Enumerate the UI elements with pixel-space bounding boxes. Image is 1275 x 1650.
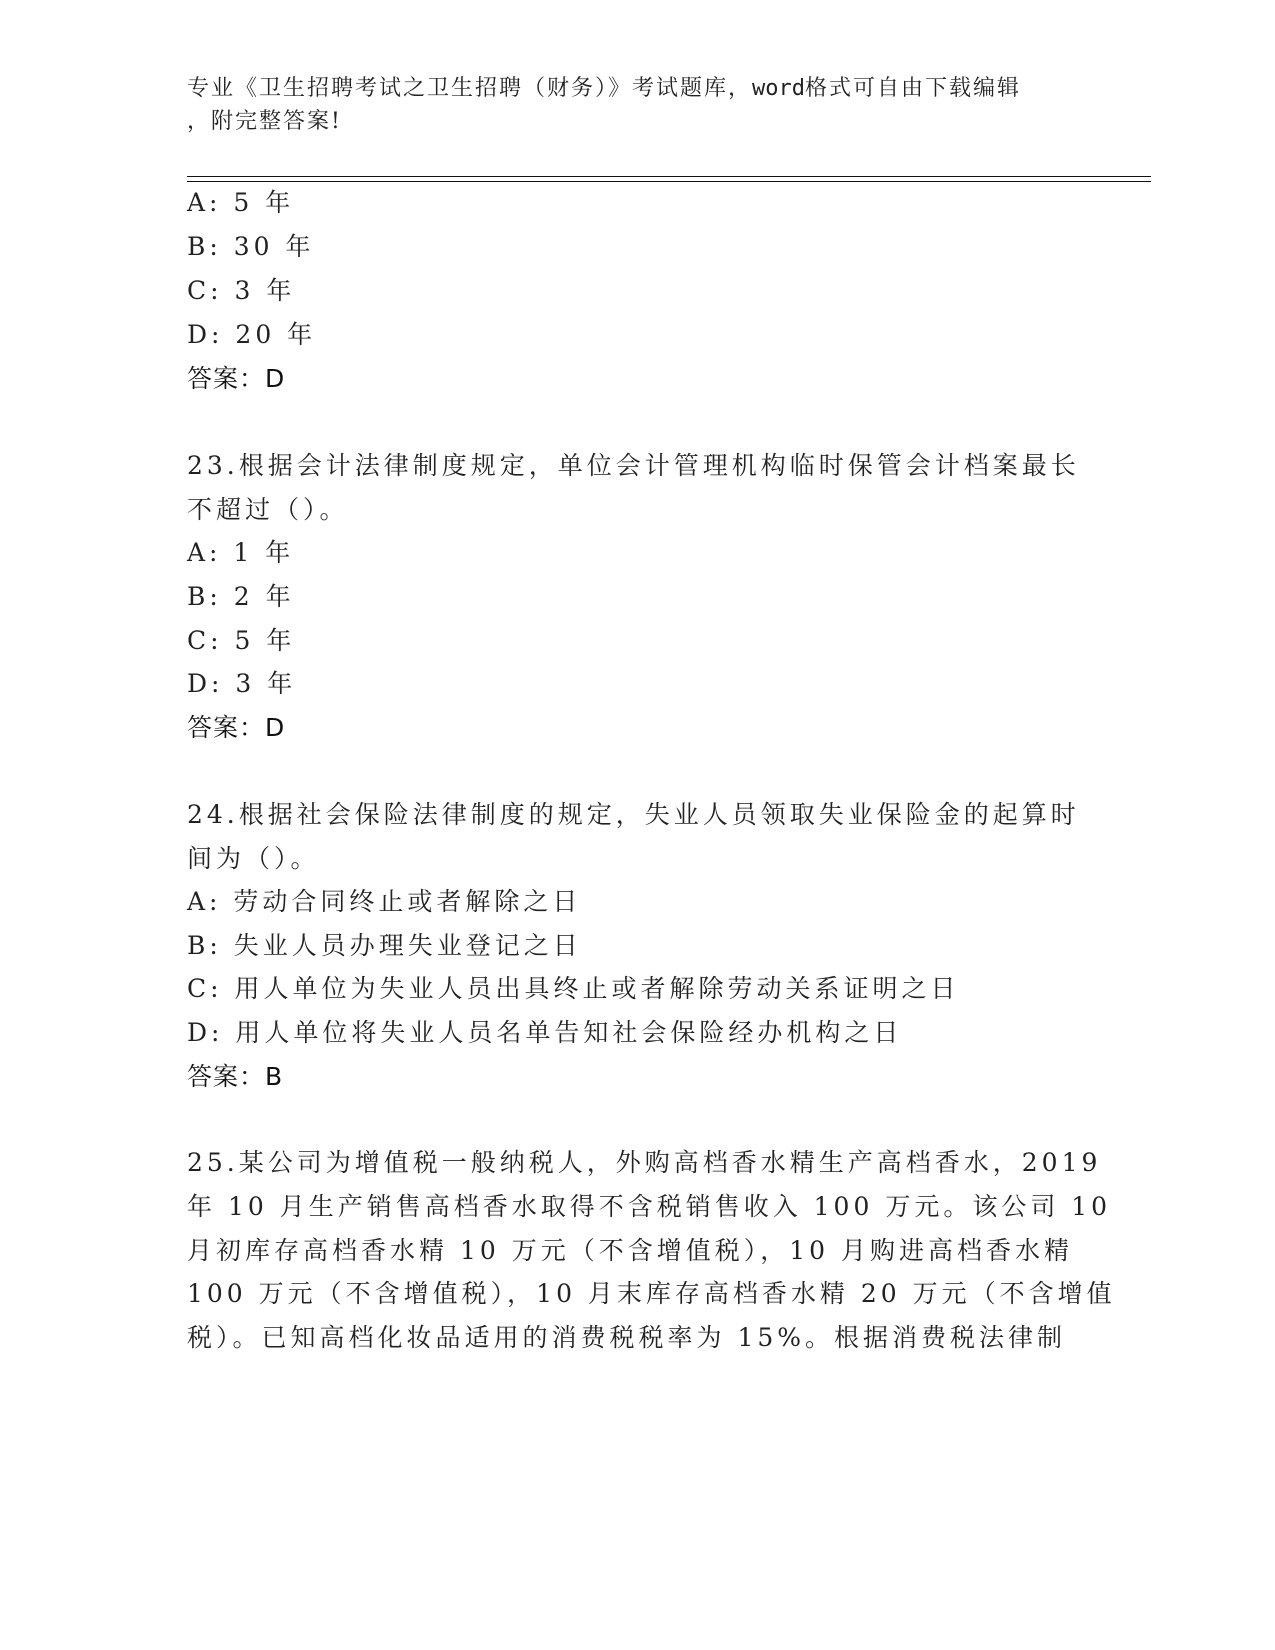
q24-option-d: D: 用人单位将失业人员名单告知社会保险经办机构之日: [187, 1018, 903, 1047]
q24-stem-line-2: 间为（）。: [187, 844, 320, 873]
header-title-tail: 格式可自由下载编辑: [805, 76, 1022, 101]
q23-stem-line-1: 23.根据会计法律制度规定，单位会计管理机构临时保管会计档案最长: [187, 451, 1080, 480]
q24-option-c: C: 用人单位为失业人员出具终止或者解除劳动关系证明之日: [187, 974, 960, 1003]
q25-stem-line-4: 100 万元（不含增值税），10 月末库存高档香水精 20 万元（不含增值: [187, 1279, 1116, 1308]
q25-stem-line-3: 月初库存高档香水精 10 万元（不含增值税），10 月购进高档香水精: [187, 1236, 1073, 1265]
q23-answer: 答案：D: [187, 713, 286, 742]
header-line-1: [187, 72, 1067, 105]
header-line-2: ，附完整答案!: [187, 109, 342, 134]
q22-answer: 答案：D: [187, 364, 286, 393]
q23-option-a: A: 1 年: [187, 538, 295, 567]
q22-option-b: B: 30 年: [187, 232, 315, 261]
q25-stem-line-2: 年 10 月生产销售高档香水取得不含税销售收入 100 万元。该公司 10: [187, 1192, 1112, 1221]
header-title: 专业《卫生招聘考试之卫生招聘（财务）》考试题库，: [187, 76, 753, 101]
q22-option-a: A: 5 年: [187, 188, 295, 217]
q23-option-d: D: 3 年: [187, 669, 297, 698]
header-divider-top: [187, 176, 1151, 177]
q25-stem-line-1: 25.某公司为增值税一般纳税人，外购高档香水精生产高档香水，2019: [187, 1148, 1102, 1177]
q24-option-a: A: 劳动合同终止或者解除之日: [187, 887, 582, 916]
q22-option-c: C: 3 年: [187, 276, 296, 305]
header-divider-bottom: [187, 181, 1151, 182]
q23-stem-line-2: 不超过（）。: [187, 495, 349, 524]
header-word-format: word: [752, 76, 805, 101]
q23-option-b: B: 2 年: [187, 582, 295, 611]
q24-stem-line-1: 24.根据社会保险法律制度的规定，失业人员领取失业保险金的起算时: [187, 800, 1080, 829]
q23-option-c: C: 5 年: [187, 626, 296, 655]
q22-option-d: D: 20 年: [187, 320, 317, 349]
q24-option-b: B: 失业人员办理失业登记之日: [187, 931, 582, 960]
q24-answer: 答案：B: [187, 1062, 284, 1091]
q25-stem-line-5: 税）。已知高档化妆品适用的消费税税率为 15%。根据消费税法律制: [187, 1323, 1067, 1352]
document-header: [187, 72, 1067, 138]
